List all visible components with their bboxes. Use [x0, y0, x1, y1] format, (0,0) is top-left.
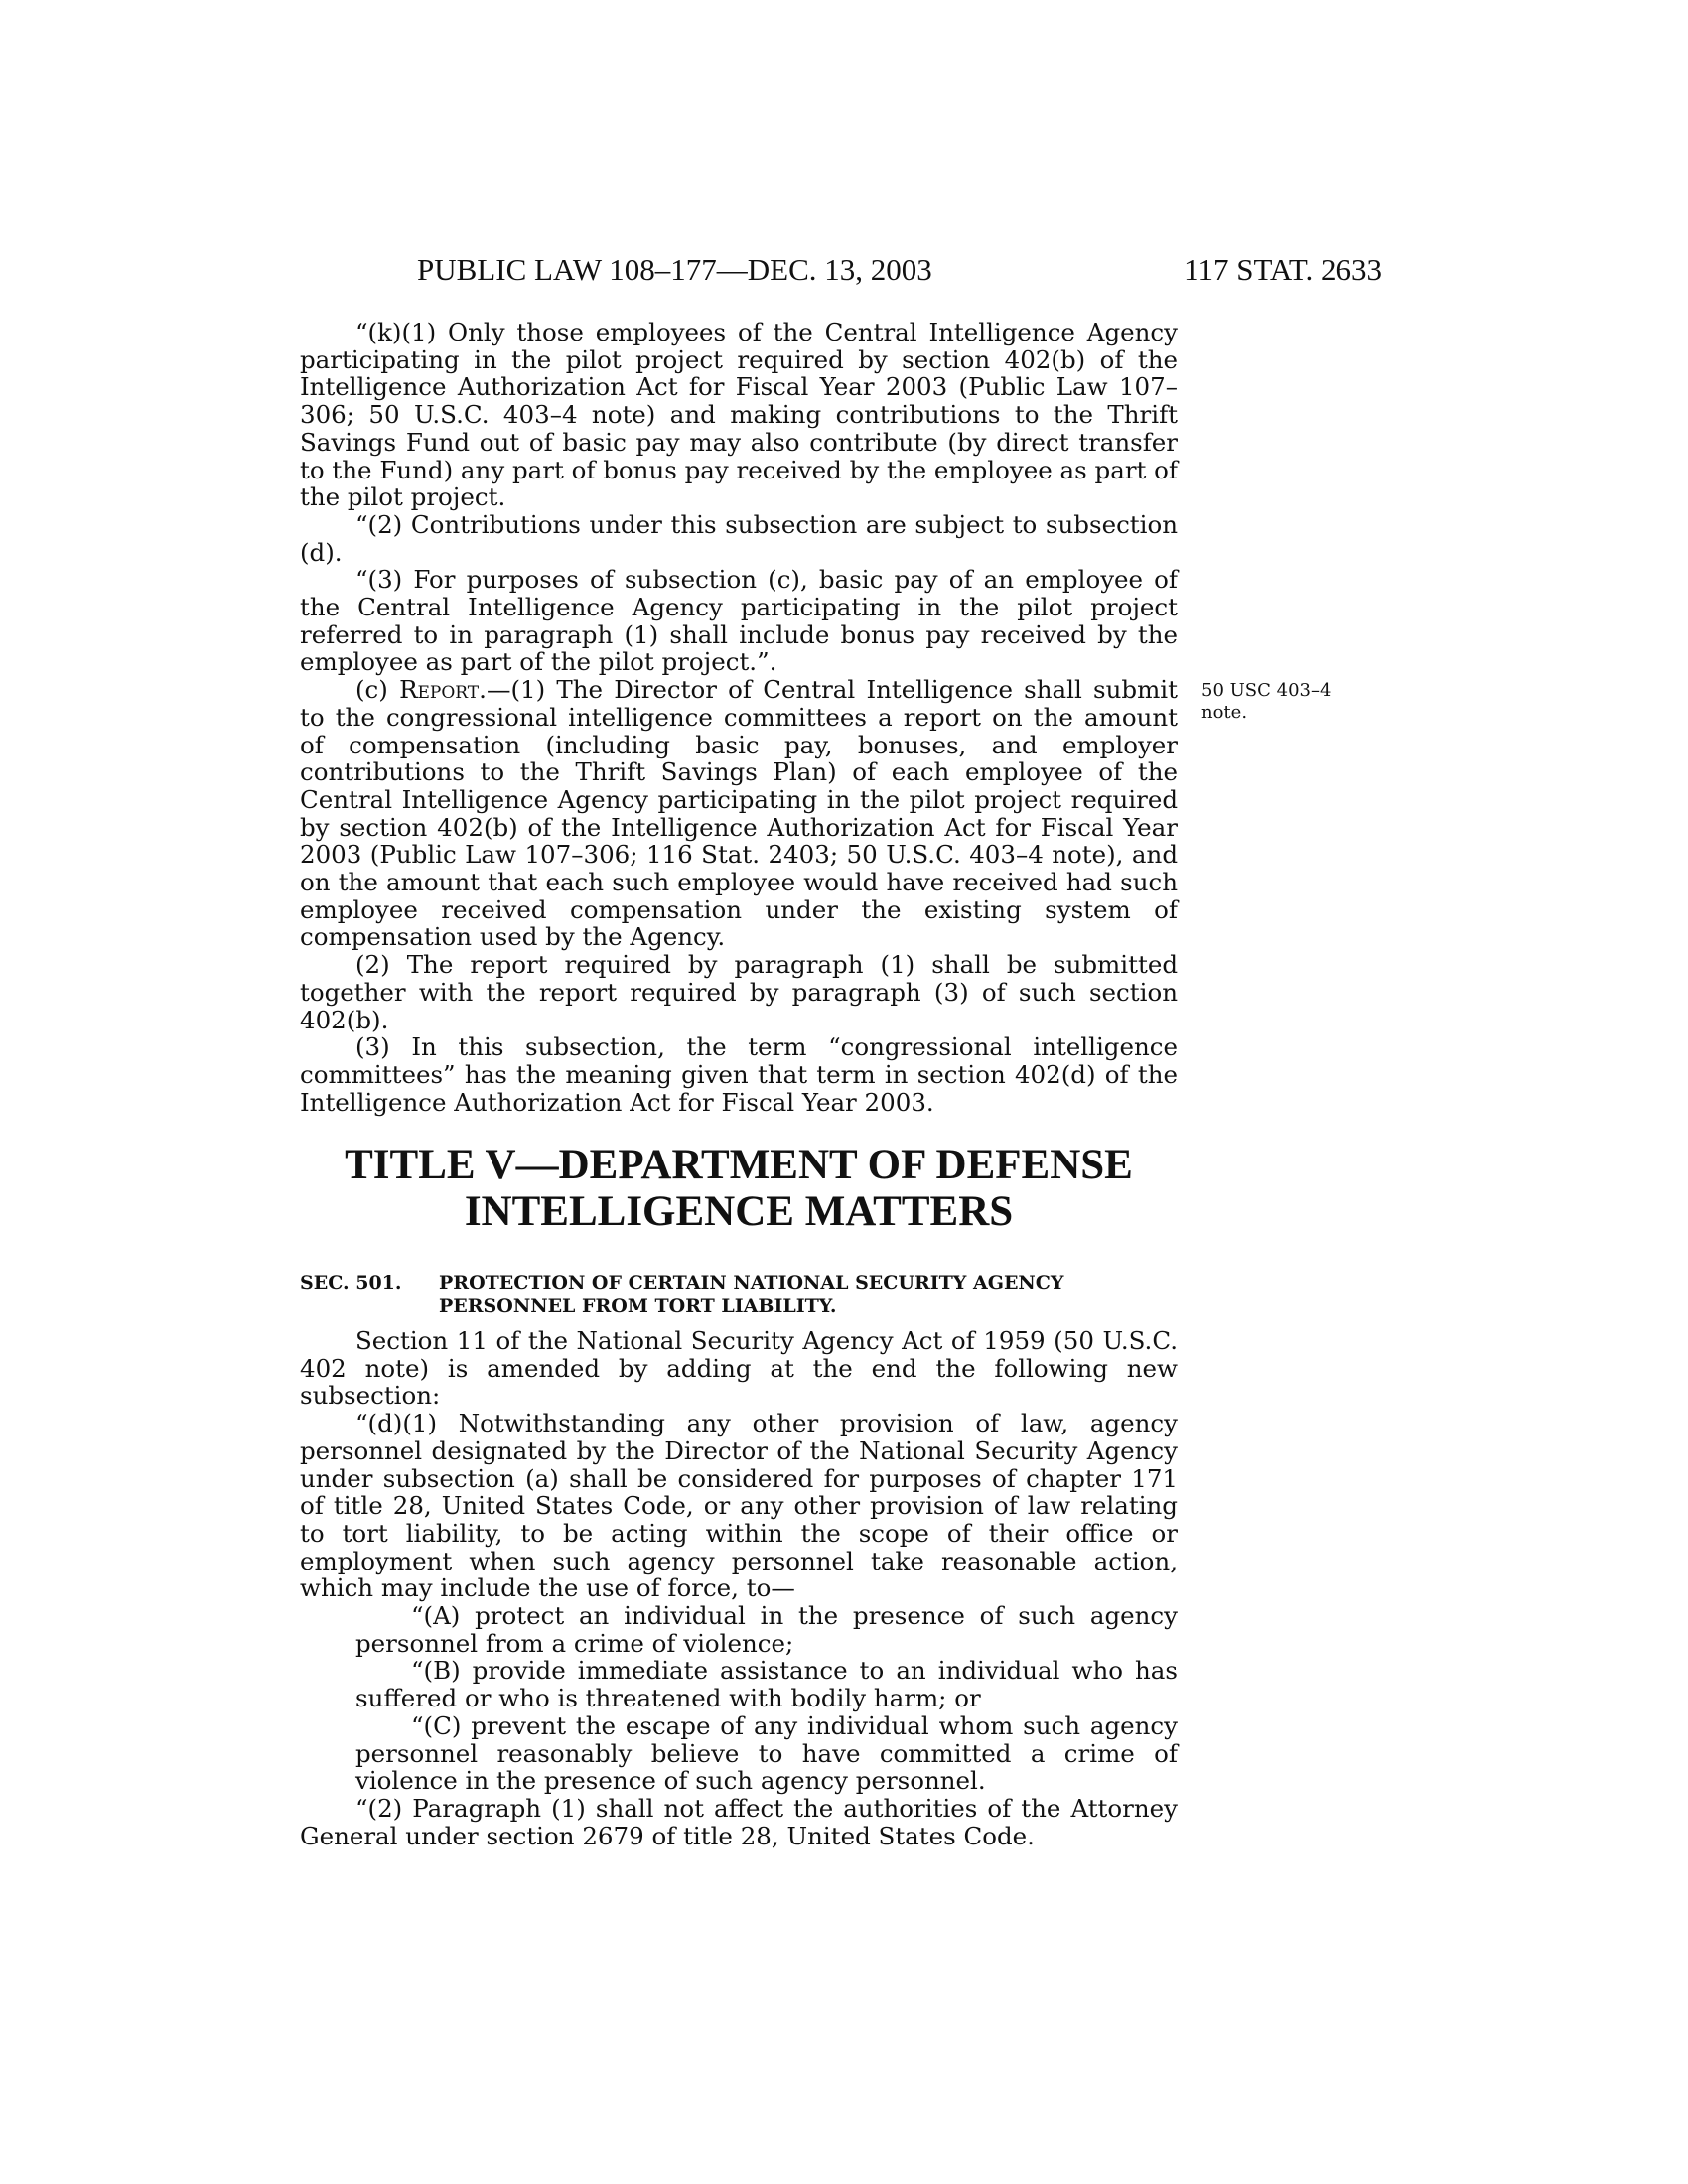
title-heading [300, 1142, 1178, 1235]
report-lead: (c) [355, 675, 400, 705]
clause-a: “(A) protect an individual in the presence of such agency personnel from a crime of violence; [355, 1601, 1178, 1658]
header-public-law: PUBLIC LAW 108–177—DEC. 13, 2003 [417, 252, 932, 287]
section-heading [300, 1271, 1178, 1318]
clause-c: “(C) prevent the escape of any individual whom such agency personnel reasonably believe to have committed a crime of violence in the presence of such agency personnel. [355, 1710, 1178, 1796]
running-header [417, 250, 1382, 290]
section-number: SEC. 501. [300, 1272, 402, 1294]
subsection-d2: “(2) Paragraph (1) shall not affect the authorities of the Attorney General under section 2679 of title 28, United States Code. [300, 1793, 1178, 1850]
report-heading: Report [399, 675, 480, 705]
amendment-text-k [300, 319, 1178, 1116]
clause-b: “(B) provide immediate assistance to an individual who has suffered or who is threatened with bodily harm; or [355, 1656, 1178, 1713]
title-line-2: INTELLIGENCE MATTERS [464, 1188, 1014, 1235]
section-501-body [300, 1327, 1178, 1849]
title-line-1: TITLE V—DEPARTMENT OF DEFENSE [345, 1142, 1133, 1188]
paragraph-k1: “(k)(1) Only those employees of the Central Intelligence Agency participating in the pilot project required by section 402(b) of the Intelligence Authorization Act for Fiscal Year 2003 (Public Law 107–306; 50 U.S.C. 403–4 note) and making contributions to the Thrift Savings Fund out of basic pay may also contribute (by direct transfer to the Fund) any part of bonus pay received by the employee as part of the pilot project. [300, 318, 1178, 512]
paragraph-k2: “(2) Contributions under this subsection are subject to subsection (d). [300, 509, 1178, 567]
paragraph-report-2: (2) The report required by paragraph (1) shall be submitted together with the report required by paragraph (3) of such section 402(b). [300, 950, 1178, 1034]
report-text: .—(1) The Director of Central Intelligence shall submit to the congressional intelligence committees a report on the amount of compensation (including basic pay, bonuses, and employer contributions to the Thrift Savings Plan) of each employee of the Central Intelligence Agency participating in the pilot project required by section 402(b) of the Intelligence Authorization Act for Fiscal Year 2003 (Public Law 107–306; 116 Stat. 2403; 50 U.S.C. 403–4 note), and on the amount that each such employee would have received had such employee received compensation under the existing system of compensation used by the Agency. [300, 675, 1178, 952]
header-stat-page: 117 STAT. 2633 [1184, 252, 1382, 287]
paragraph-report-1 [300, 676, 1178, 951]
paragraph-k3: “(3) For purposes of subsection (c), basic pay of an employee of the Central Intelligence Agency participating in the pilot project referred to in paragraph (1) shall include bonus pay received by the employee as part of the pilot project.”. [300, 565, 1178, 677]
section-title: PROTECTION OF CERTAIN NATIONAL SECURITY AGENCY PERSONNEL FROM TORT LIABILITY. [439, 1272, 1064, 1317]
margin-citation-note: 50 USC 403–4 note. [1201, 680, 1332, 723]
subsection-d1: “(d)(1) Notwithstanding any other provision of law, agency personnel designated by the Director of the National Security Agency under subsection (a) shall be considered for purposes of chapter 171 of title 28, United States Code, or any other provision of law relating to tort liability, to be acting within the scope of their office or employment when such agency personnel take reasonable action, which may include the use of force, to— [300, 1409, 1178, 1603]
paragraph-report-3: (3) In this subsection, the term “congressional intelligence committees” has the meaning given that term in section 402(d) of the Intelligence Authorization Act for Fiscal Year 2003. [300, 1032, 1178, 1117]
section-intro: Section 11 of the National Security Agency Act of 1959 (50 U.S.C. 402 note) is amended by adding at the end the following new subsection: [300, 1326, 1178, 1411]
